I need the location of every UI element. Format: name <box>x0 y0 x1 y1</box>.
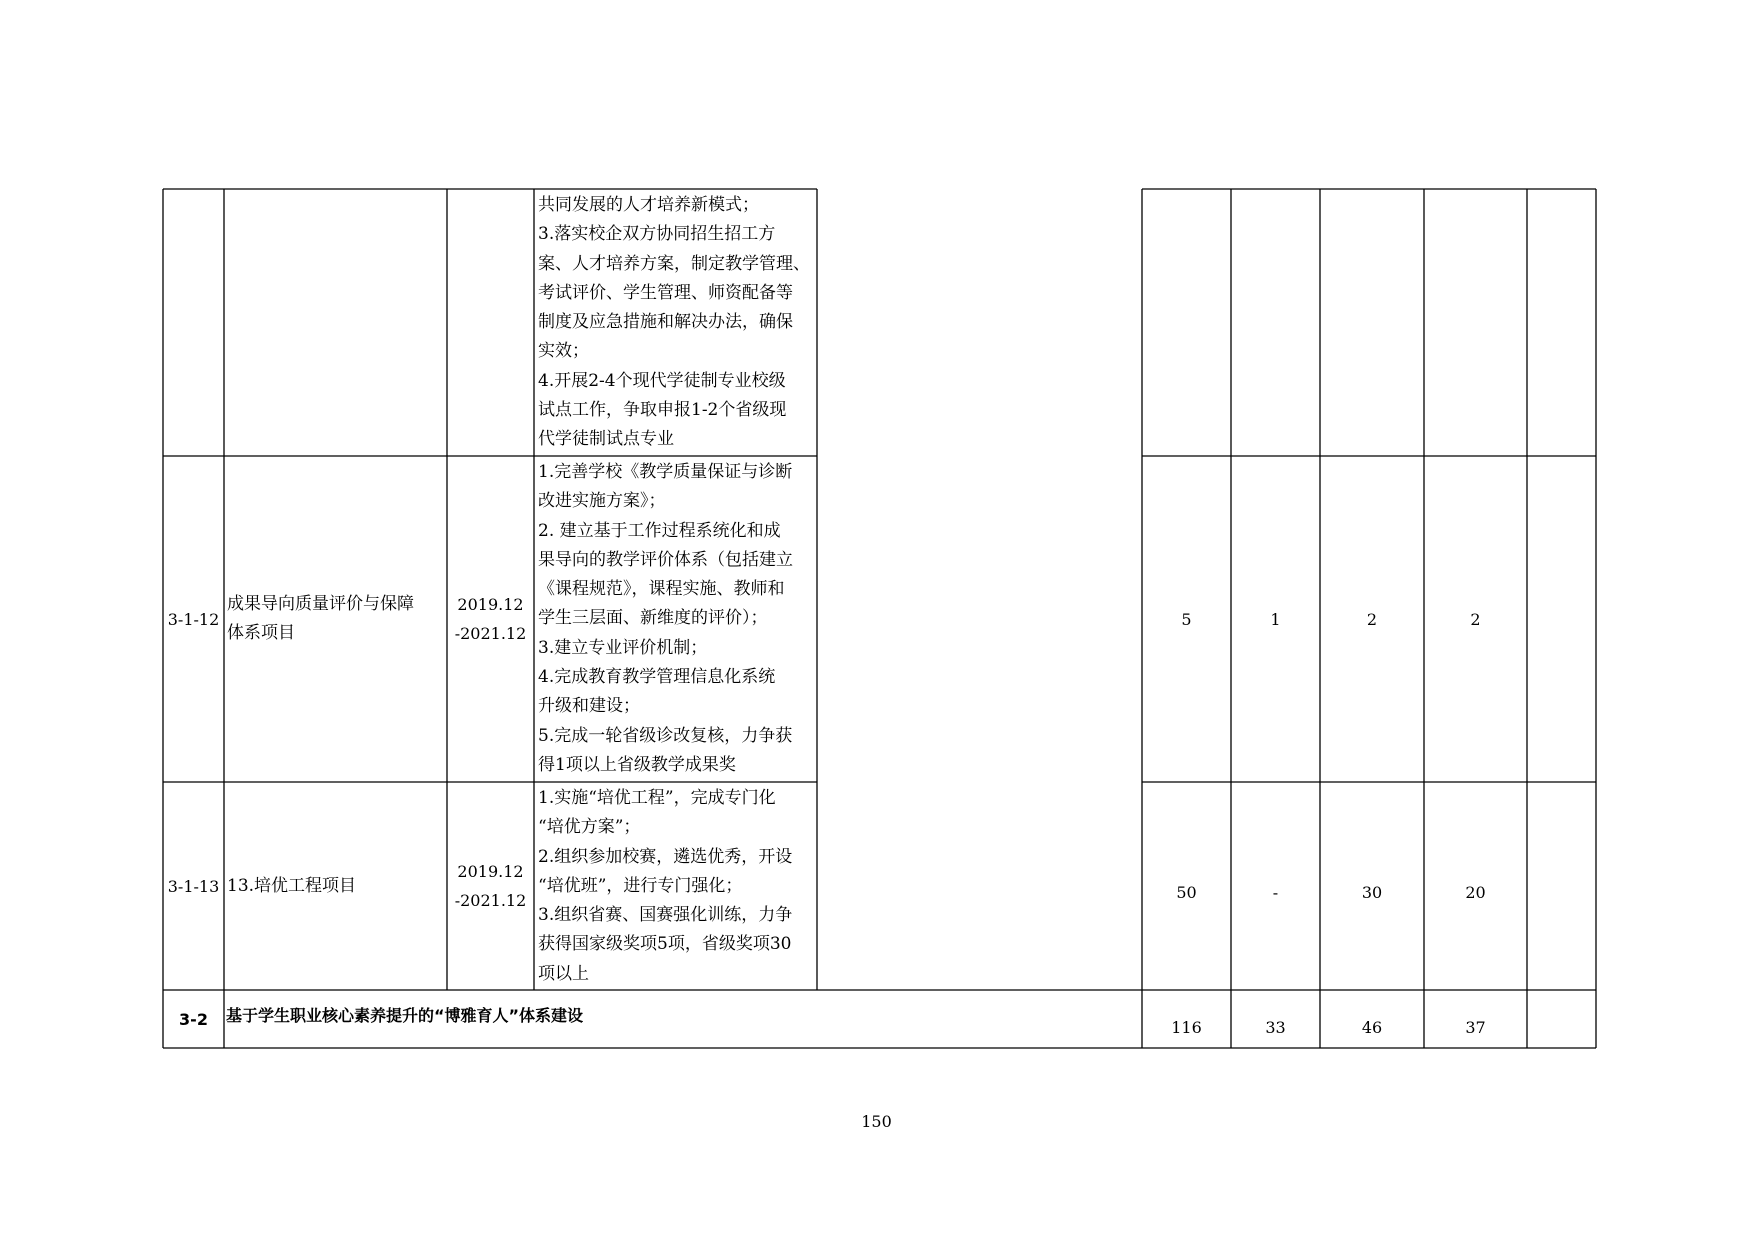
content-line: 改进实施方案》； <box>538 491 666 512</box>
content-line: “培优班”，进行专门强化； <box>538 875 743 896</box>
content-line: 1.实施“培优工程”，完成专门化 <box>538 788 776 808</box>
content-line: 制度及应急措施和解决办法，确保 <box>538 312 793 333</box>
section-year-3: 37 <box>1465 1018 1486 1037</box>
content-line: 案、人才培养方案，制定教学管理、 <box>538 253 810 274</box>
content-line: 代学徒制试点专业 <box>538 429 674 450</box>
row-2-year-3: 20 <box>1465 882 1486 902</box>
content-line: 果导向的教学评价体系（包括建立 <box>538 549 793 570</box>
row-1-content <box>534 456 817 782</box>
content-line: 4.完成教育教学管理信息化系统 <box>538 667 776 688</box>
row-1-year-3: 2 <box>1470 609 1481 629</box>
name-line: 体系项目 <box>227 623 295 643</box>
content-line: 实效； <box>538 341 589 362</box>
section-year-2: 46 <box>1361 1018 1383 1037</box>
name-line: 成果导向质量评价与保障 <box>227 594 414 614</box>
content-line: “培优方案”； <box>538 817 641 838</box>
row-2-content <box>534 782 817 990</box>
row-1-name <box>224 456 447 782</box>
name-line: 13.培优工程项目 <box>227 875 357 896</box>
section-total: 116 <box>1171 1018 1202 1037</box>
period-line: 2019.12 <box>457 862 524 881</box>
row-2-code: 3-1-13 <box>167 876 220 896</box>
content-line: 5.完成一轮省级诊改复核，力争获 <box>538 725 793 746</box>
content-line: 2. 建立基于工作过程系统化和成 <box>538 520 781 541</box>
section-code: 3-2 <box>179 1009 208 1029</box>
row-2-year-1: - <box>1272 882 1279 902</box>
content-line: 3.组织省赛、国赛强化训练，力争 <box>538 905 793 926</box>
content-line: 得1项以上省级教学成果奖 <box>538 754 736 775</box>
row-1-total: 5 <box>1181 609 1192 629</box>
period-line: -2021.12 <box>454 624 527 643</box>
content-line: 升级和建设； <box>538 696 640 717</box>
row-1-year-1: 1 <box>1270 609 1281 629</box>
content-line: 3.落实校企双方协同招生招工方 <box>538 224 776 245</box>
content-line: 项以上 <box>538 963 589 984</box>
period-line: 2019.12 <box>457 595 524 614</box>
section-title: 基于学生职业核心素养提升的“博雅育人”体系建设 <box>226 1005 584 1025</box>
content-line: 获得国家级奖项5项，省级奖项30 <box>538 934 792 955</box>
period-line: -2021.12 <box>454 891 527 910</box>
row-2-year-2: 30 <box>1361 882 1383 902</box>
content-line: 3.建立专业评价机制； <box>538 637 708 658</box>
content-line: 1.完善学校《教学质量保证与诊断 <box>538 462 793 482</box>
row-2-period <box>447 782 534 990</box>
row-1-code: 3-1-12 <box>167 609 220 629</box>
page-number: 150 <box>861 1112 892 1131</box>
content-line: 试点工作，争取申报1-2个省级现 <box>538 400 787 421</box>
row-1-year-2: 2 <box>1366 609 1378 629</box>
content-line: 学生三层面、新维度的评价）； <box>538 608 768 629</box>
content-line: 共同发展的人才培养新模式； <box>538 195 759 215</box>
content-line: 考试评价、学生管理、师资配备等 <box>538 282 793 303</box>
section-year-1: 33 <box>1265 1018 1286 1037</box>
content-line: 2.组织参加校赛，遴选优秀，开设 <box>538 846 793 867</box>
row-0-content <box>534 189 817 456</box>
content-line: 4.开展2-4个现代学徒制专业校级 <box>538 370 786 391</box>
row-1-period <box>447 456 534 782</box>
row-2-total: 50 <box>1176 882 1197 902</box>
content-line: 《课程规范》，课程实施、教师和 <box>538 579 785 600</box>
row-2-name <box>224 782 447 990</box>
